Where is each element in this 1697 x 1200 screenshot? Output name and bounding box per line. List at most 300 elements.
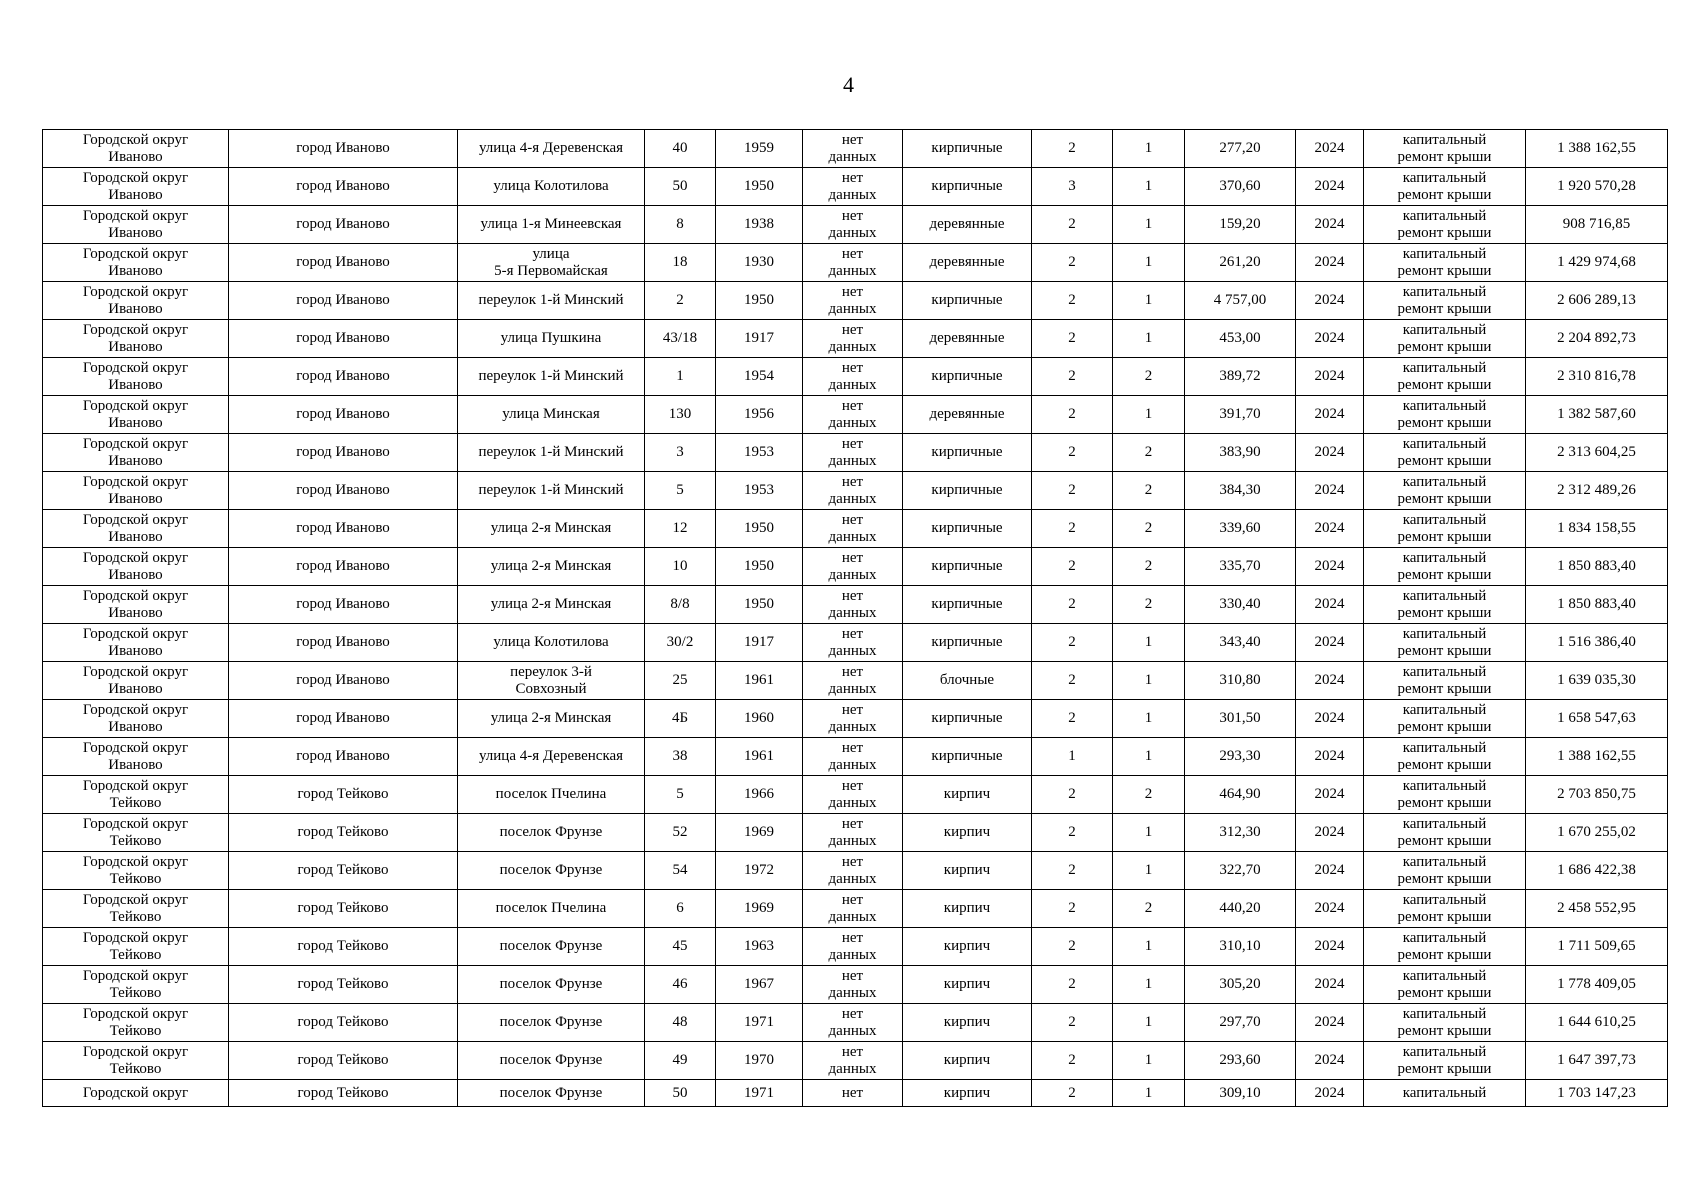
cell-wall-material: кирпичные	[903, 700, 1032, 738]
cell-area: 330,40	[1185, 586, 1296, 624]
cell-repair-year: 2024	[1296, 320, 1364, 358]
cell-renovation-year: нет данных	[803, 1042, 903, 1080]
cell-cost: 1 388 162,55	[1526, 130, 1668, 168]
cell-work-type: капитальный ремонт крыши	[1364, 548, 1526, 586]
cell-settlement: город Иваново	[229, 434, 458, 472]
cell-municipality: Городской округ Иваново	[43, 472, 229, 510]
cell-municipality: Городской округ Тейково	[43, 776, 229, 814]
cell-entrances: 2	[1113, 586, 1185, 624]
cell-area: 261,20	[1185, 244, 1296, 282]
cell-street: переулок 1-й Минский	[458, 434, 645, 472]
cell-area: 391,70	[1185, 396, 1296, 434]
cell-floors: 2	[1032, 852, 1113, 890]
table-row	[43, 396, 1668, 434]
cell-municipality: Городской округ Тейково	[43, 928, 229, 966]
cell-repair-year: 2024	[1296, 928, 1364, 966]
cell-area: 293,30	[1185, 738, 1296, 776]
cell-municipality: Городской округ Иваново	[43, 738, 229, 776]
cell-settlement: город Иваново	[229, 548, 458, 586]
cell-cost: 2 313 604,25	[1526, 434, 1668, 472]
cell-cost: 1 920 570,28	[1526, 168, 1668, 206]
cell-municipality: Городской округ Тейково	[43, 966, 229, 1004]
cell-street: улица 2-я Минская	[458, 510, 645, 548]
cell-street: поселок Фрунзе	[458, 1080, 645, 1107]
cell-build-year: 1953	[716, 472, 803, 510]
cell-municipality: Городской округ Иваново	[43, 548, 229, 586]
table-body	[43, 130, 1668, 1107]
table-row	[43, 358, 1668, 396]
cell-wall-material: деревянные	[903, 320, 1032, 358]
cell-street: переулок 3-й Совхозный	[458, 662, 645, 700]
cell-street: поселок Пчелина	[458, 776, 645, 814]
cell-entrances: 1	[1113, 396, 1185, 434]
cell-street: улица 1-я Минеевская	[458, 206, 645, 244]
table-row	[43, 320, 1668, 358]
cell-cost: 1 778 409,05	[1526, 966, 1668, 1004]
cell-settlement: город Иваново	[229, 320, 458, 358]
cell-entrances: 1	[1113, 244, 1185, 282]
table-row	[43, 928, 1668, 966]
cell-area: 370,60	[1185, 168, 1296, 206]
cell-cost: 1 658 547,63	[1526, 700, 1668, 738]
cell-street: поселок Фрунзе	[458, 814, 645, 852]
cell-cost: 1 711 509,65	[1526, 928, 1668, 966]
cell-floors: 2	[1032, 206, 1113, 244]
cell-house-number: 45	[645, 928, 716, 966]
cell-area: 312,30	[1185, 814, 1296, 852]
cell-wall-material: кирпич	[903, 1004, 1032, 1042]
cell-wall-material: кирпичные	[903, 548, 1032, 586]
cell-floors: 1	[1032, 738, 1113, 776]
cell-area: 310,80	[1185, 662, 1296, 700]
cell-area: 453,00	[1185, 320, 1296, 358]
cell-house-number: 6	[645, 890, 716, 928]
cell-floors: 2	[1032, 1080, 1113, 1107]
cell-wall-material: кирпич	[903, 928, 1032, 966]
cell-renovation-year: нет данных	[803, 244, 903, 282]
cell-settlement: город Иваново	[229, 662, 458, 700]
cell-entrances: 1	[1113, 738, 1185, 776]
cell-floors: 2	[1032, 966, 1113, 1004]
cell-renovation-year: нет данных	[803, 320, 903, 358]
cell-renovation-year: нет данных	[803, 206, 903, 244]
cell-floors: 2	[1032, 130, 1113, 168]
cell-renovation-year: нет данных	[803, 472, 903, 510]
table-row	[43, 586, 1668, 624]
cell-floors: 2	[1032, 320, 1113, 358]
cell-street: переулок 1-й Минский	[458, 358, 645, 396]
cell-repair-year: 2024	[1296, 586, 1364, 624]
cell-repair-year: 2024	[1296, 662, 1364, 700]
cell-build-year: 1950	[716, 586, 803, 624]
cell-build-year: 1917	[716, 624, 803, 662]
cell-settlement: город Иваново	[229, 168, 458, 206]
cell-floors: 2	[1032, 928, 1113, 966]
cell-work-type: капитальный ремонт крыши	[1364, 776, 1526, 814]
cell-cost: 1 850 883,40	[1526, 548, 1668, 586]
cell-floors: 2	[1032, 510, 1113, 548]
cell-house-number: 48	[645, 1004, 716, 1042]
cell-cost: 2 458 552,95	[1526, 890, 1668, 928]
cell-wall-material: кирпичные	[903, 434, 1032, 472]
cell-wall-material: кирпичные	[903, 738, 1032, 776]
cell-repair-year: 2024	[1296, 472, 1364, 510]
table-row	[43, 890, 1668, 928]
cell-settlement: город Иваново	[229, 586, 458, 624]
cell-street: поселок Фрунзе	[458, 1004, 645, 1042]
cell-settlement: город Тейково	[229, 1004, 458, 1042]
table-row	[43, 282, 1668, 320]
cell-work-type: капитальный ремонт крыши	[1364, 320, 1526, 358]
cell-wall-material: кирпичные	[903, 586, 1032, 624]
cell-floors: 2	[1032, 700, 1113, 738]
cell-repair-year: 2024	[1296, 1004, 1364, 1042]
cell-entrances: 2	[1113, 776, 1185, 814]
cell-repair-year: 2024	[1296, 700, 1364, 738]
cell-settlement: город Тейково	[229, 776, 458, 814]
cell-settlement: город Иваново	[229, 396, 458, 434]
cell-renovation-year: нет данных	[803, 928, 903, 966]
page-number: 4	[843, 72, 854, 97]
cell-house-number: 8/8	[645, 586, 716, 624]
cell-floors: 2	[1032, 396, 1113, 434]
cell-repair-year: 2024	[1296, 890, 1364, 928]
table-row	[43, 776, 1668, 814]
cell-cost: 1 388 162,55	[1526, 738, 1668, 776]
cell-cost: 1 382 587,60	[1526, 396, 1668, 434]
cell-build-year: 1954	[716, 358, 803, 396]
cell-area: 301,50	[1185, 700, 1296, 738]
cell-renovation-year: нет данных	[803, 396, 903, 434]
cell-area: 335,70	[1185, 548, 1296, 586]
cell-build-year: 1950	[716, 168, 803, 206]
cell-work-type: капитальный ремонт крыши	[1364, 890, 1526, 928]
cell-cost: 2 310 816,78	[1526, 358, 1668, 396]
cell-area: 277,20	[1185, 130, 1296, 168]
cell-house-number: 12	[645, 510, 716, 548]
cell-wall-material: деревянные	[903, 206, 1032, 244]
cell-cost: 1 703 147,23	[1526, 1080, 1668, 1107]
cell-municipality: Городской округ Тейково	[43, 890, 229, 928]
cell-entrances: 1	[1113, 700, 1185, 738]
cell-street: переулок 1-й Минский	[458, 282, 645, 320]
cell-street: улица 4-я Деревенская	[458, 130, 645, 168]
cell-wall-material: деревянные	[903, 396, 1032, 434]
table-row	[43, 244, 1668, 282]
cell-wall-material: блочные	[903, 662, 1032, 700]
cell-settlement: город Иваново	[229, 130, 458, 168]
cell-work-type: капитальный ремонт крыши	[1364, 1004, 1526, 1042]
cell-work-type: капитальный ремонт крыши	[1364, 168, 1526, 206]
cell-cost: 1 639 035,30	[1526, 662, 1668, 700]
cell-area: 389,72	[1185, 358, 1296, 396]
cell-entrances: 1	[1113, 928, 1185, 966]
cell-entrances: 1	[1113, 966, 1185, 1004]
cell-wall-material: кирпич	[903, 852, 1032, 890]
cell-area: 309,10	[1185, 1080, 1296, 1107]
cell-build-year: 1950	[716, 282, 803, 320]
cell-street: поселок Фрунзе	[458, 928, 645, 966]
cell-street: улица Пушкина	[458, 320, 645, 358]
cell-renovation-year: нет данных	[803, 814, 903, 852]
cell-work-type: капитальный ремонт крыши	[1364, 662, 1526, 700]
cell-renovation-year: нет данных	[803, 776, 903, 814]
cell-renovation-year: нет данных	[803, 700, 903, 738]
cell-build-year: 1956	[716, 396, 803, 434]
cell-work-type: капитальный ремонт крыши	[1364, 624, 1526, 662]
cell-work-type: капитальный ремонт крыши	[1364, 700, 1526, 738]
cell-municipality: Городской округ Иваново	[43, 244, 229, 282]
cell-street: улица 5-я Первомайская	[458, 244, 645, 282]
cell-renovation-year: нет данных	[803, 510, 903, 548]
cell-street: улица 4-я Деревенская	[458, 738, 645, 776]
cell-wall-material: кирпич	[903, 776, 1032, 814]
cell-house-number: 43/18	[645, 320, 716, 358]
cell-work-type: капитальный ремонт крыши	[1364, 396, 1526, 434]
cell-build-year: 1930	[716, 244, 803, 282]
cell-renovation-year: нет данных	[803, 1004, 903, 1042]
cell-area: 310,10	[1185, 928, 1296, 966]
cell-repair-year: 2024	[1296, 966, 1364, 1004]
cell-municipality: Городской округ Иваново	[43, 700, 229, 738]
cell-wall-material: кирпичные	[903, 472, 1032, 510]
cell-entrances: 1	[1113, 1042, 1185, 1080]
cell-settlement: город Иваново	[229, 738, 458, 776]
cell-street: поселок Фрунзе	[458, 852, 645, 890]
cell-floors: 2	[1032, 662, 1113, 700]
cell-build-year: 1970	[716, 1042, 803, 1080]
cell-work-type: капитальный ремонт крыши	[1364, 206, 1526, 244]
cell-repair-year: 2024	[1296, 624, 1364, 662]
cell-house-number: 30/2	[645, 624, 716, 662]
cell-area: 383,90	[1185, 434, 1296, 472]
cell-entrances: 1	[1113, 320, 1185, 358]
cell-area: 4 757,00	[1185, 282, 1296, 320]
table-row	[43, 852, 1668, 890]
cell-house-number: 5	[645, 472, 716, 510]
cell-cost: 2 204 892,73	[1526, 320, 1668, 358]
cell-repair-year: 2024	[1296, 206, 1364, 244]
cell-house-number: 1	[645, 358, 716, 396]
cell-renovation-year: нет данных	[803, 586, 903, 624]
cell-house-number: 38	[645, 738, 716, 776]
cell-repair-year: 2024	[1296, 168, 1364, 206]
cell-municipality: Городской округ Иваново	[43, 282, 229, 320]
cell-area: 305,20	[1185, 966, 1296, 1004]
cell-build-year: 1963	[716, 928, 803, 966]
cell-repair-year: 2024	[1296, 1042, 1364, 1080]
cell-street: улица Колотилова	[458, 624, 645, 662]
cell-entrances: 1	[1113, 1004, 1185, 1042]
cell-cost: 908 716,85	[1526, 206, 1668, 244]
cell-area: 384,30	[1185, 472, 1296, 510]
cell-entrances: 1	[1113, 282, 1185, 320]
cell-floors: 2	[1032, 244, 1113, 282]
cell-repair-year: 2024	[1296, 510, 1364, 548]
cell-repair-year: 2024	[1296, 814, 1364, 852]
cell-cost: 1 516 386,40	[1526, 624, 1668, 662]
cell-settlement: город Иваново	[229, 472, 458, 510]
cell-entrances: 1	[1113, 130, 1185, 168]
table-row	[43, 1042, 1668, 1080]
cell-area: 339,60	[1185, 510, 1296, 548]
cell-wall-material: кирпич	[903, 890, 1032, 928]
cell-wall-material: кирпичные	[903, 130, 1032, 168]
cell-build-year: 1961	[716, 662, 803, 700]
cell-settlement: город Тейково	[229, 852, 458, 890]
cell-renovation-year: нет данных	[803, 852, 903, 890]
cell-street: поселок Пчелина	[458, 890, 645, 928]
cell-floors: 2	[1032, 890, 1113, 928]
cell-renovation-year: нет данных	[803, 434, 903, 472]
cell-floors: 2	[1032, 814, 1113, 852]
cell-house-number: 25	[645, 662, 716, 700]
cell-entrances: 1	[1113, 206, 1185, 244]
cell-settlement: город Иваново	[229, 624, 458, 662]
table-row	[43, 662, 1668, 700]
cell-entrances: 2	[1113, 890, 1185, 928]
cell-municipality: Городской округ	[43, 1080, 229, 1107]
cell-cost: 1 429 974,68	[1526, 244, 1668, 282]
table-row	[43, 548, 1668, 586]
cell-work-type: капитальный ремонт крыши	[1364, 510, 1526, 548]
cell-cost: 2 703 850,75	[1526, 776, 1668, 814]
cell-street: поселок Фрунзе	[458, 966, 645, 1004]
table-row	[43, 130, 1668, 168]
cell-build-year: 1972	[716, 852, 803, 890]
cell-street: улица Минская	[458, 396, 645, 434]
cell-build-year: 1971	[716, 1080, 803, 1107]
cell-settlement: город Иваново	[229, 700, 458, 738]
cell-renovation-year: нет данных	[803, 966, 903, 1004]
cell-build-year: 1960	[716, 700, 803, 738]
cell-work-type: капитальный ремонт крыши	[1364, 244, 1526, 282]
cell-street: поселок Фрунзе	[458, 1042, 645, 1080]
cell-build-year: 1938	[716, 206, 803, 244]
cell-entrances: 1	[1113, 814, 1185, 852]
cell-wall-material: кирпичные	[903, 510, 1032, 548]
cell-municipality: Городской округ Тейково	[43, 814, 229, 852]
cell-repair-year: 2024	[1296, 244, 1364, 282]
cell-municipality: Городской округ Иваново	[43, 624, 229, 662]
cell-renovation-year: нет данных	[803, 738, 903, 776]
cell-wall-material: кирпичные	[903, 282, 1032, 320]
cell-entrances: 2	[1113, 434, 1185, 472]
cell-floors: 2	[1032, 1042, 1113, 1080]
cell-municipality: Городской округ Иваново	[43, 396, 229, 434]
table-row	[43, 1080, 1668, 1107]
cell-repair-year: 2024	[1296, 358, 1364, 396]
cell-municipality: Городской округ Тейково	[43, 1042, 229, 1080]
table-row	[43, 168, 1668, 206]
cell-floors: 2	[1032, 548, 1113, 586]
cell-renovation-year: нет данных	[803, 130, 903, 168]
cell-floors: 2	[1032, 776, 1113, 814]
cell-house-number: 3	[645, 434, 716, 472]
cell-work-type: капитальный ремонт крыши	[1364, 282, 1526, 320]
cell-settlement: город Иваново	[229, 282, 458, 320]
cell-municipality: Городской округ Иваново	[43, 662, 229, 700]
cell-settlement: город Тейково	[229, 1080, 458, 1107]
cell-municipality: Городской округ Иваново	[43, 206, 229, 244]
cell-renovation-year: нет данных	[803, 358, 903, 396]
cell-build-year: 1969	[716, 890, 803, 928]
cell-wall-material: кирпич	[903, 966, 1032, 1004]
cell-area: 297,70	[1185, 1004, 1296, 1042]
cell-house-number: 52	[645, 814, 716, 852]
cell-work-type: капитальный ремонт крыши	[1364, 928, 1526, 966]
cell-area: 464,90	[1185, 776, 1296, 814]
cell-floors: 3	[1032, 168, 1113, 206]
cell-settlement: город Иваново	[229, 510, 458, 548]
cell-area: 159,20	[1185, 206, 1296, 244]
cell-floors: 2	[1032, 358, 1113, 396]
cell-build-year: 1966	[716, 776, 803, 814]
cell-renovation-year: нет данных	[803, 624, 903, 662]
cell-wall-material: кирпичные	[903, 168, 1032, 206]
cell-municipality: Городской округ Иваново	[43, 320, 229, 358]
cell-work-type: капитальный ремонт крыши	[1364, 966, 1526, 1004]
table-row	[43, 1004, 1668, 1042]
cell-entrances: 1	[1113, 624, 1185, 662]
cell-cost: 1 644 610,25	[1526, 1004, 1668, 1042]
cell-house-number: 49	[645, 1042, 716, 1080]
cell-municipality: Городской округ Иваново	[43, 434, 229, 472]
cell-work-type: капитальный ремонт крыши	[1364, 738, 1526, 776]
cell-repair-year: 2024	[1296, 130, 1364, 168]
cell-cost: 1 850 883,40	[1526, 586, 1668, 624]
table-row	[43, 966, 1668, 1004]
cell-municipality: Городской округ Тейково	[43, 852, 229, 890]
cell-cost: 1 647 397,73	[1526, 1042, 1668, 1080]
cell-build-year: 1959	[716, 130, 803, 168]
table-row	[43, 700, 1668, 738]
table-row	[43, 434, 1668, 472]
cell-work-type: капитальный ремонт крыши	[1364, 1042, 1526, 1080]
cell-build-year: 1961	[716, 738, 803, 776]
cell-floors: 2	[1032, 472, 1113, 510]
cell-municipality: Городской округ Иваново	[43, 586, 229, 624]
cell-house-number: 5	[645, 776, 716, 814]
cell-house-number: 40	[645, 130, 716, 168]
cell-street: улица 2-я Минская	[458, 700, 645, 738]
cell-settlement: город Иваново	[229, 206, 458, 244]
table-row	[43, 472, 1668, 510]
cell-house-number: 18	[645, 244, 716, 282]
cell-cost: 1 670 255,02	[1526, 814, 1668, 852]
cell-cost: 1 834 158,55	[1526, 510, 1668, 548]
cell-house-number: 4Б	[645, 700, 716, 738]
cell-entrances: 1	[1113, 852, 1185, 890]
cell-entrances: 1	[1113, 662, 1185, 700]
cell-settlement: город Иваново	[229, 358, 458, 396]
cell-entrances: 2	[1113, 510, 1185, 548]
cell-repair-year: 2024	[1296, 1080, 1364, 1107]
cell-build-year: 1953	[716, 434, 803, 472]
table-row	[43, 738, 1668, 776]
cell-work-type: капитальный ремонт крыши	[1364, 130, 1526, 168]
cell-house-number: 10	[645, 548, 716, 586]
cell-work-type: капитальный ремонт крыши	[1364, 434, 1526, 472]
cell-floors: 2	[1032, 1004, 1113, 1042]
cell-renovation-year: нет данных	[803, 548, 903, 586]
cell-municipality: Городской округ Иваново	[43, 168, 229, 206]
table-row	[43, 624, 1668, 662]
cell-entrances: 1	[1113, 168, 1185, 206]
cell-wall-material: деревянные	[903, 244, 1032, 282]
cell-street: улица Колотилова	[458, 168, 645, 206]
cell-build-year: 1950	[716, 510, 803, 548]
